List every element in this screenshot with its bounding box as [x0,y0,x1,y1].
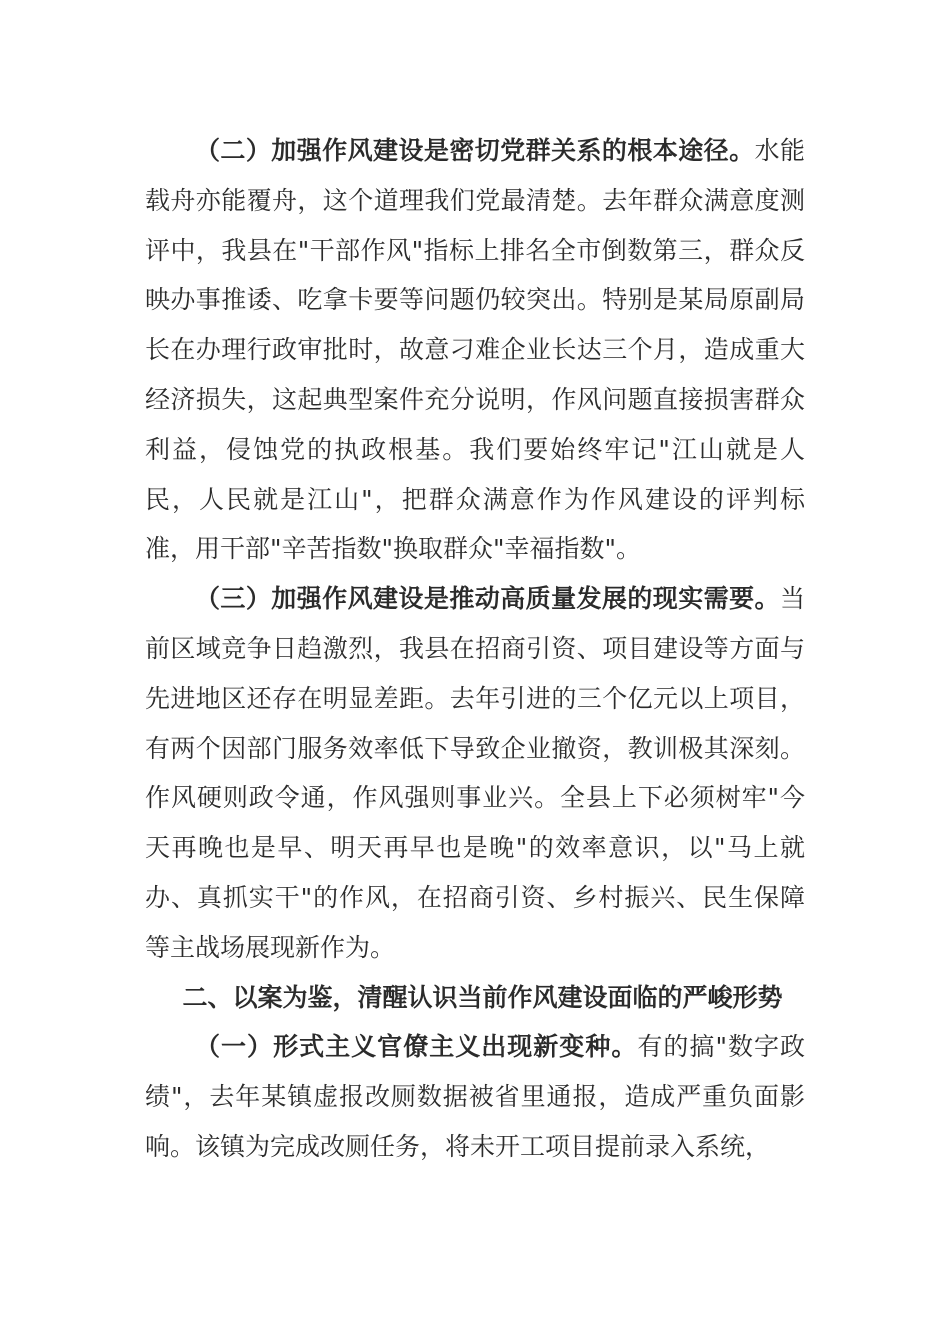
paragraph-lead: （一）形式主义官僚主义出现新变种。 [195,1032,638,1062]
section-heading: 二、以案为鉴，清醒认识当前作风建设面临的严峻形势 [182,982,783,1012]
document-body [145,126,805,1172]
paragraph-lead: （三）加强作风建设是推动高质量发展的现实需要。 [195,584,780,614]
paragraph-lead: （二）加强作风建设是密切党群关系的根本途径。 [195,136,755,165]
paragraph-formalism-bureaucracy [145,1022,805,1171]
paragraph-text: 当前区域竞争日趋激烈，我县在招商引资、项目建设等方面与先进地区还存在明显差距。去年引进的三个亿元以上项目，有两个因部门服务效率低下导致企业撤资，教训极其深刻。作风硬则政令通，作风强则事业兴。全县上下必须树牢"今天再晚也是早、明天再早也是晚"的效率意识，以"马上就办、真抓实干"的作风，在招商引资、乡村振兴、民生保障等主战场展现新作为。 [145,584,805,962]
paragraph-high-quality-development [145,574,805,972]
paragraph-text: 水能载舟亦能覆舟，这个道理我们党最清楚。去年群众满意度测评中，我县在"干部作风"指标上排名全市倒数第三，群众反映办事推诿、吃拿卡要等问题仍较突出。特别是某局原副局长在办理行政审批时，故意刁难企业长达三个月，造成重大经济损失，这起典型案件充分说明，作风问题直接损害群众利益，侵蚀党的执政根基。我们要始终牢记"江山就是人民，人民就是江山"，把群众满意作为作风建设的评判标准，用干部"辛苦指数"换取群众"幸福指数"。 [145,136,805,564]
paragraph-party-mass-relations [145,126,805,574]
paragraph-text: 有的搞"数字政绩"，去年某镇虚报改厕数据被省里通报，造成严重负面影响。该镇为完成改厕任务，将未开工项目提前录入系统， [145,1032,806,1161]
